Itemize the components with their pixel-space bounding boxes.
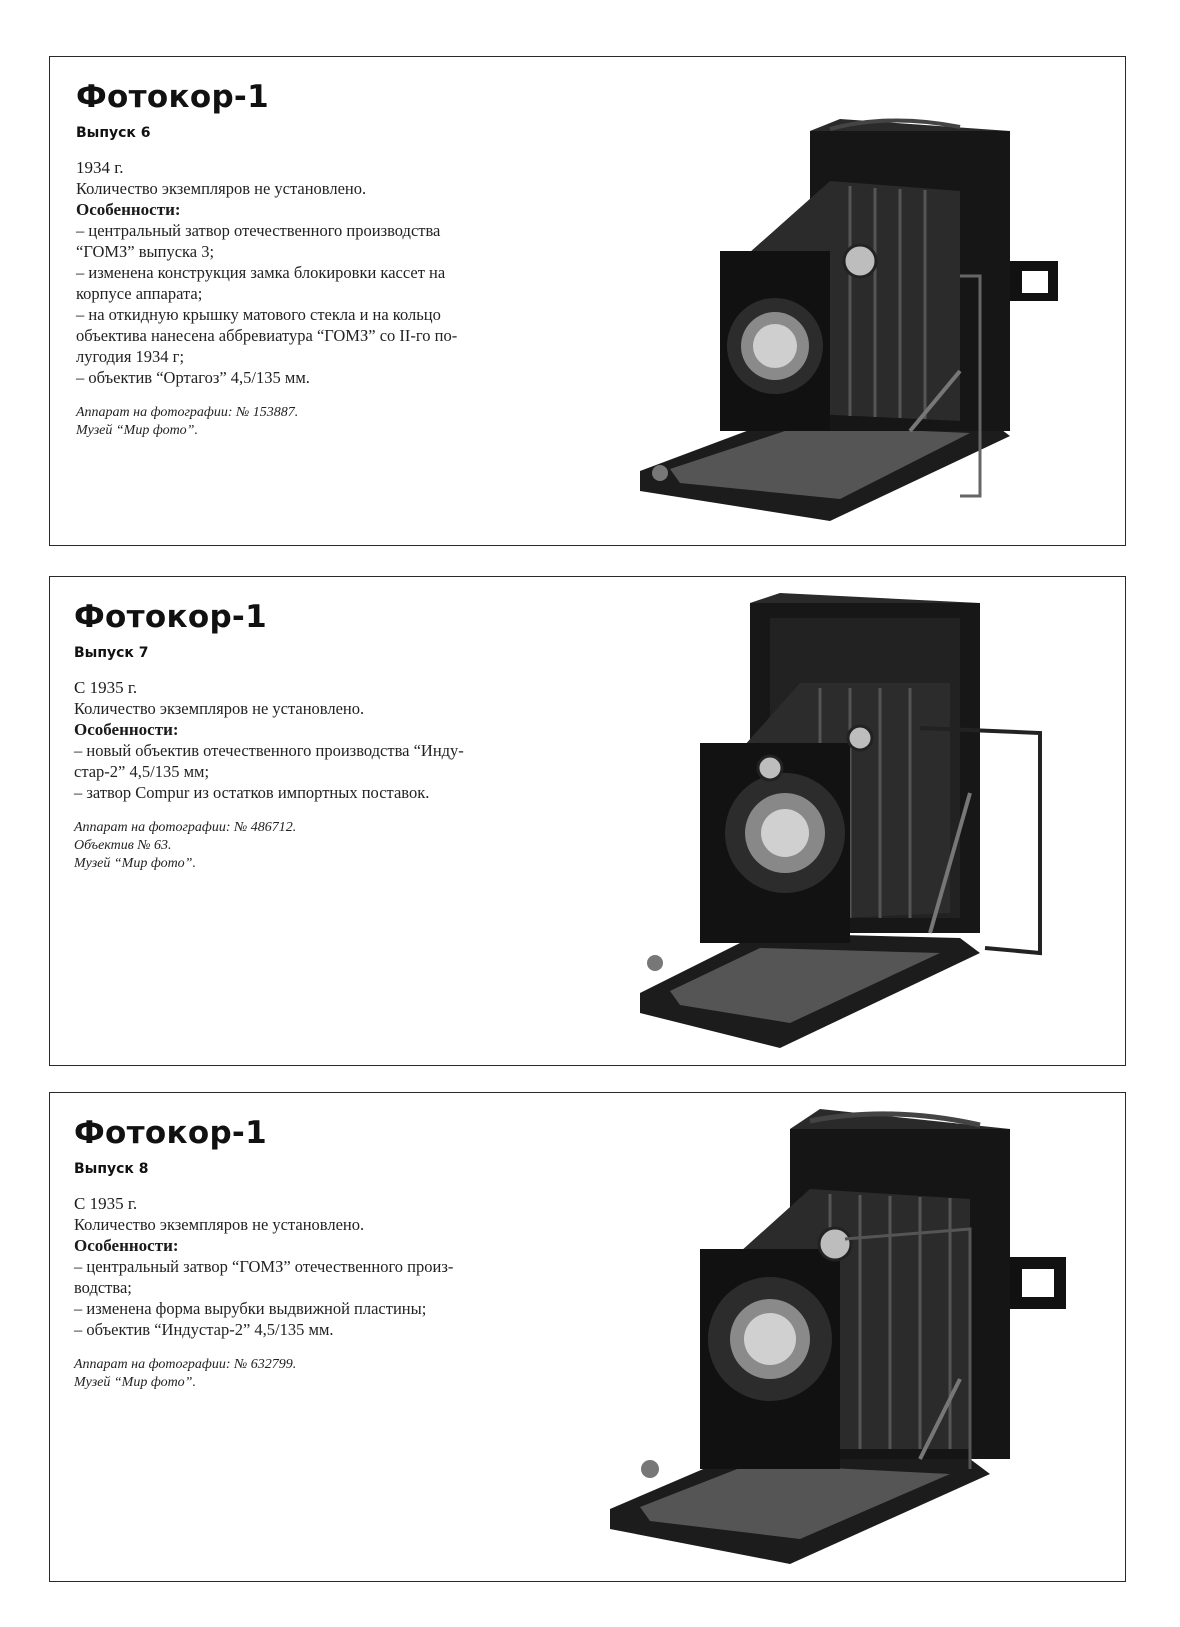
production-year: 1934 г. [76,158,124,177]
features-heading: Особенности: [74,1236,179,1255]
feature-line: – центральный затвор отечественного производства [76,221,441,240]
feature-line: “ГОМЗ” выпуска 3; [76,242,215,261]
card-title: Фотокор-1 [76,79,269,115]
note-line: Музей “Мир фото”. [76,423,198,438]
feature-line: корпусе аппарата; [76,284,203,303]
photo-note [74,1356,594,1392]
feature-line: – изменена форма вырубки выдвижной пластины; [74,1299,427,1318]
production-year: С 1935 г. [74,1194,138,1213]
note-line: Аппарат на фотографии: № 632799. [74,1357,297,1372]
feature-line: – новый объектив отечественного производства “Инду- [74,741,464,760]
card-title: Фотокор-1 [74,1115,267,1151]
card-text [74,1115,594,1392]
feature-line: – на откидную крышку матового стекла и на кольцо [76,305,441,324]
camera-card-issue-8 [49,1092,1126,1582]
card-text [74,599,594,873]
card-text [76,79,596,440]
camera-photo [630,91,1070,531]
feature-line: стар-2” 4,5/135 мм; [74,762,210,781]
quantity-text: Количество экземпляров не установлено. [74,1215,365,1234]
photo-note [76,404,596,440]
card-title: Фотокор-1 [74,599,267,635]
feature-line: – центральный затвор “ГОМЗ” отечественного произ- [74,1257,454,1276]
features-heading: Особенности: [76,200,181,219]
camera-photo [630,593,1070,1053]
note-line: Музей “Мир фото”. [74,1375,196,1390]
features-heading: Особенности: [74,720,179,739]
feature-line: – объектив “Индустар-2” 4,5/135 мм. [74,1320,334,1339]
quantity-text: Количество экземпляров не установлено. [74,699,365,718]
production-year: С 1935 г. [74,678,138,697]
note-line: Объектив № 63. [74,838,172,853]
note-line: Аппарат на фотографии: № 153887. [76,405,299,420]
photo-note [74,819,594,873]
feature-line: лугодия 1934 г; [76,347,185,366]
quantity-text: Количество экземпляров не установлено. [76,179,367,198]
camera-photo [590,1109,1070,1571]
feature-line: водства; [74,1278,132,1297]
feature-line: – изменена конструкция замка блокировки кассет на [76,263,446,282]
issue-label: Выпуск 8 [74,1161,149,1177]
issue-label: Выпуск 7 [74,645,149,661]
camera-card-issue-7 [49,576,1126,1066]
feature-line: – объектив “Ортагоз” 4,5/135 мм. [76,368,310,387]
feature-line: объектива нанесена аббревиатура “ГОМЗ” со II-го по- [76,326,458,345]
note-line: Аппарат на фотографии: № 486712. [74,820,297,835]
feature-line: – затвор Compur из остатков импортных поставок. [74,783,430,802]
issue-label: Выпуск 6 [76,125,151,141]
note-line: Музей “Мир фото”. [74,856,196,871]
camera-card-issue-6 [49,56,1126,546]
